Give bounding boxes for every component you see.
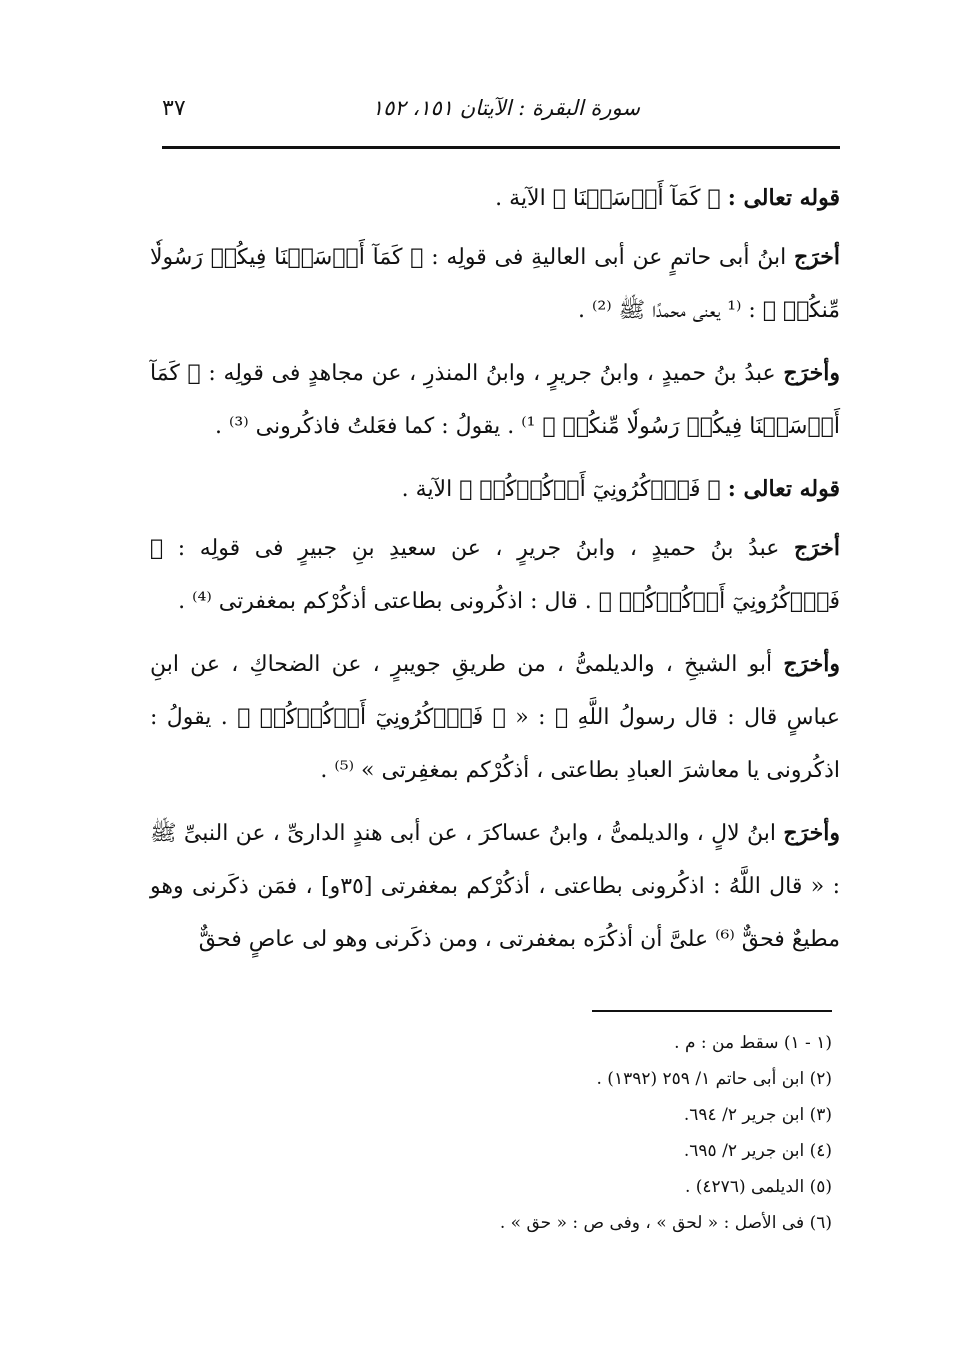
footnote: (٥) الديلمى (٤٢٧٦) . — [684, 1177, 832, 1197]
verse-heading — [150, 172, 840, 225]
paragraph-text: ﴿ فَٱذۡكُرُونِيٓ أَذۡكُرۡكُمۡ ﴾ الآية . — [401, 477, 728, 502]
footnote-rule — [592, 1010, 832, 1012]
paragraph-lead: أخرَج — [793, 244, 840, 270]
paragraph-lead: قوله تعالى : — [727, 185, 840, 211]
narration-paragraph — [150, 347, 840, 453]
paragraph-text: عبدُ بنُ حميدٍ ، وابنُ جريرٍ ، وابنُ المنذرِ ، عن مجاهدٍ فى قولِه : ﴿ كَمَآ أَرۡسَلۡنَا فِيكُمۡ رَسُولٗا مِّنكُمۡ ﴾ ¹⁾ . يقولُ : كما فعَلتُ فاذكُرونى ⁽³⁾ . — [150, 361, 840, 439]
narration-paragraph — [150, 231, 840, 337]
paragraph-text: عبدُ بنُ حميدٍ ، وابنُ جريرٍ ، عن سعيدِ بنِ جبيرٍ فى قولِه : ﴿ فَٱذۡكُرُونِيٓ أَذۡكُرۡكُمۡ ﴾ . قال : اذكُرونى بطاعتى أذكُرْكم بمغفرتى ⁽⁴⁾ . — [150, 536, 840, 614]
page-header — [162, 92, 840, 132]
footnote: (٤) ابن جرير ٢/ ٦٩٥. — [683, 1141, 832, 1161]
main-text — [150, 172, 840, 976]
page-number: ٣٧ — [162, 96, 186, 121]
paragraph-text: ابنُ أبى حاتمٍ عن أبى العاليةِ فى قولِه : ﴿ كَمَآ أَرۡسَلۡنَا فِيكُمۡ رَسُولٗا مِّنكُمۡ ﴾ : ⁽¹ يعنى محمدًا ﷺ ⁽²⁾ . — [150, 245, 840, 323]
footnote: (١ - ١) سقط من : م . — [674, 1033, 832, 1053]
paragraph-text: أبو الشيخِ ، والديلمىُّ ، من طريقِ جويبرٍ ، عن الضحاكِ ، عن ابنِ عباسٍ قال : قال رسولُ اللَّهِ ﷺ : « ﴿ فَٱذۡكُرُونِيٓ أَذۡكُرۡكُمۡ ﴾ . يقولُ : اذكُرونى يا معاشرَ العبادِ بطاعتى ، أذكُرْكم بمغفِرتى » ⁽⁵⁾ . — [150, 652, 840, 783]
narration-paragraph — [150, 807, 840, 966]
header-rule — [162, 146, 840, 149]
running-title: سورة البقرة : الآيتان ١٥١، ١٥٢ — [371, 96, 640, 120]
footnotes — [272, 1025, 832, 1241]
paragraph-lead: قوله تعالى : — [727, 476, 840, 502]
footnote: (٢) ابن أبى حاتم ١/ ٢٥٩ (١٣٩٢) . — [596, 1069, 832, 1089]
footnote: (٣) ابن جرير ٢/ ٦٩٤. — [683, 1105, 832, 1125]
paragraph-lead: وأخرَج — [783, 360, 840, 386]
verse-heading — [150, 463, 840, 516]
paragraph-lead: أخرَج — [793, 535, 840, 561]
footnote: (٦) فى الأصل : « لحق » ، وفى ص : « حق » . — [499, 1213, 832, 1233]
paragraph-lead: وأخرَج — [783, 651, 840, 677]
narration-paragraph — [150, 638, 840, 797]
paragraph-text: ﴿ كَمَآ أَرۡسَلۡنَا ﴾ الآية . — [495, 186, 728, 211]
paragraph-text: ابنُ لالٍ ، والديلمىُّ ، وابنُ عساكرَ ، عن أبى هندٍ الدارىِّ ، عن النبىِّ ﷺ : « قال اللَّهُ : اذكُرونى بطاعتى ، أذكُرْكم بمغفرتى [٣٥و] ، فمَن ذكَرنى وهو مطيعٌ فحقٌّ ⁽⁶⁾ علىَّ أن أذكُرَه بمغفرتى ، ومن ذكَرنى وهو لى عاصٍ فحقٌّ — [150, 821, 840, 952]
paragraph-lead: وأخرَج — [783, 820, 840, 846]
narration-paragraph — [150, 522, 840, 628]
